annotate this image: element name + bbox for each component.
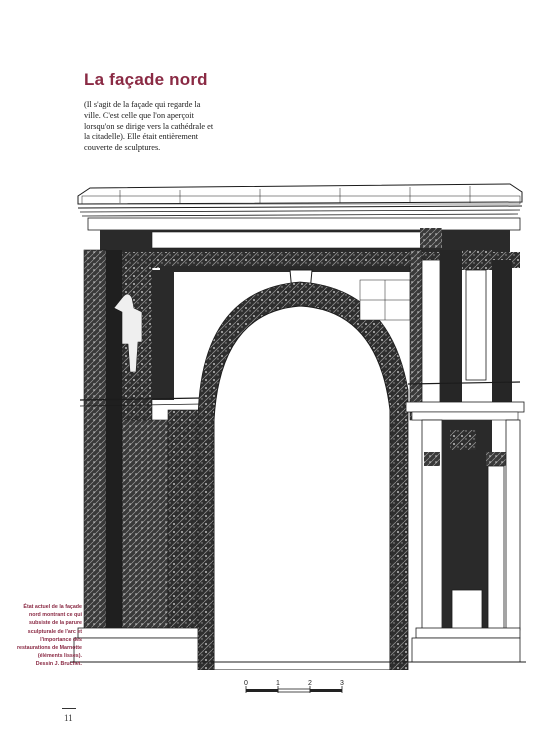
intro-paragraph xyxy=(84,100,234,154)
scale-label: 2 xyxy=(308,680,312,687)
caption-line: subsiste de la parure xyxy=(29,620,82,627)
caption-line: nord montrant ce qui xyxy=(29,612,82,619)
caption-line: État actuel de la façade xyxy=(23,604,82,610)
intro-line: lorsqu'on se dirige vers la cathédrale et xyxy=(84,121,214,131)
caption-line: sculpturale de l'arc et xyxy=(27,628,82,635)
intro-line: ville. C'est celle que l'on aperçoit xyxy=(84,110,194,120)
scale-label: 3 xyxy=(340,680,344,687)
arch-drawing xyxy=(60,170,530,670)
frieze xyxy=(88,218,520,252)
page-number: 11 xyxy=(64,713,73,723)
intro-line: (Il s'agit de la façade qui regarde la xyxy=(84,100,201,109)
capital xyxy=(486,452,506,466)
left-pier xyxy=(74,250,206,662)
caption-line: (éléments lisses). xyxy=(37,653,82,660)
folio-rule xyxy=(62,708,76,709)
caption-line: restaurations de Marnotte xyxy=(16,645,82,652)
scale-label: 0 xyxy=(244,680,248,687)
caption-line: Dessin J. Bruchet. xyxy=(35,661,82,668)
figure-caption xyxy=(6,603,82,669)
intro-line: la citadelle). Elle était entièrement xyxy=(84,132,199,142)
cornice xyxy=(78,184,522,216)
right-pier xyxy=(406,250,524,662)
caption-line: l'importance des xyxy=(40,636,82,643)
page-title: La façade nord xyxy=(84,70,208,89)
arch xyxy=(198,280,410,670)
capital xyxy=(424,452,440,466)
scale-label: 1 xyxy=(276,680,280,687)
intro-line: couverte de sculptures. xyxy=(84,143,161,153)
